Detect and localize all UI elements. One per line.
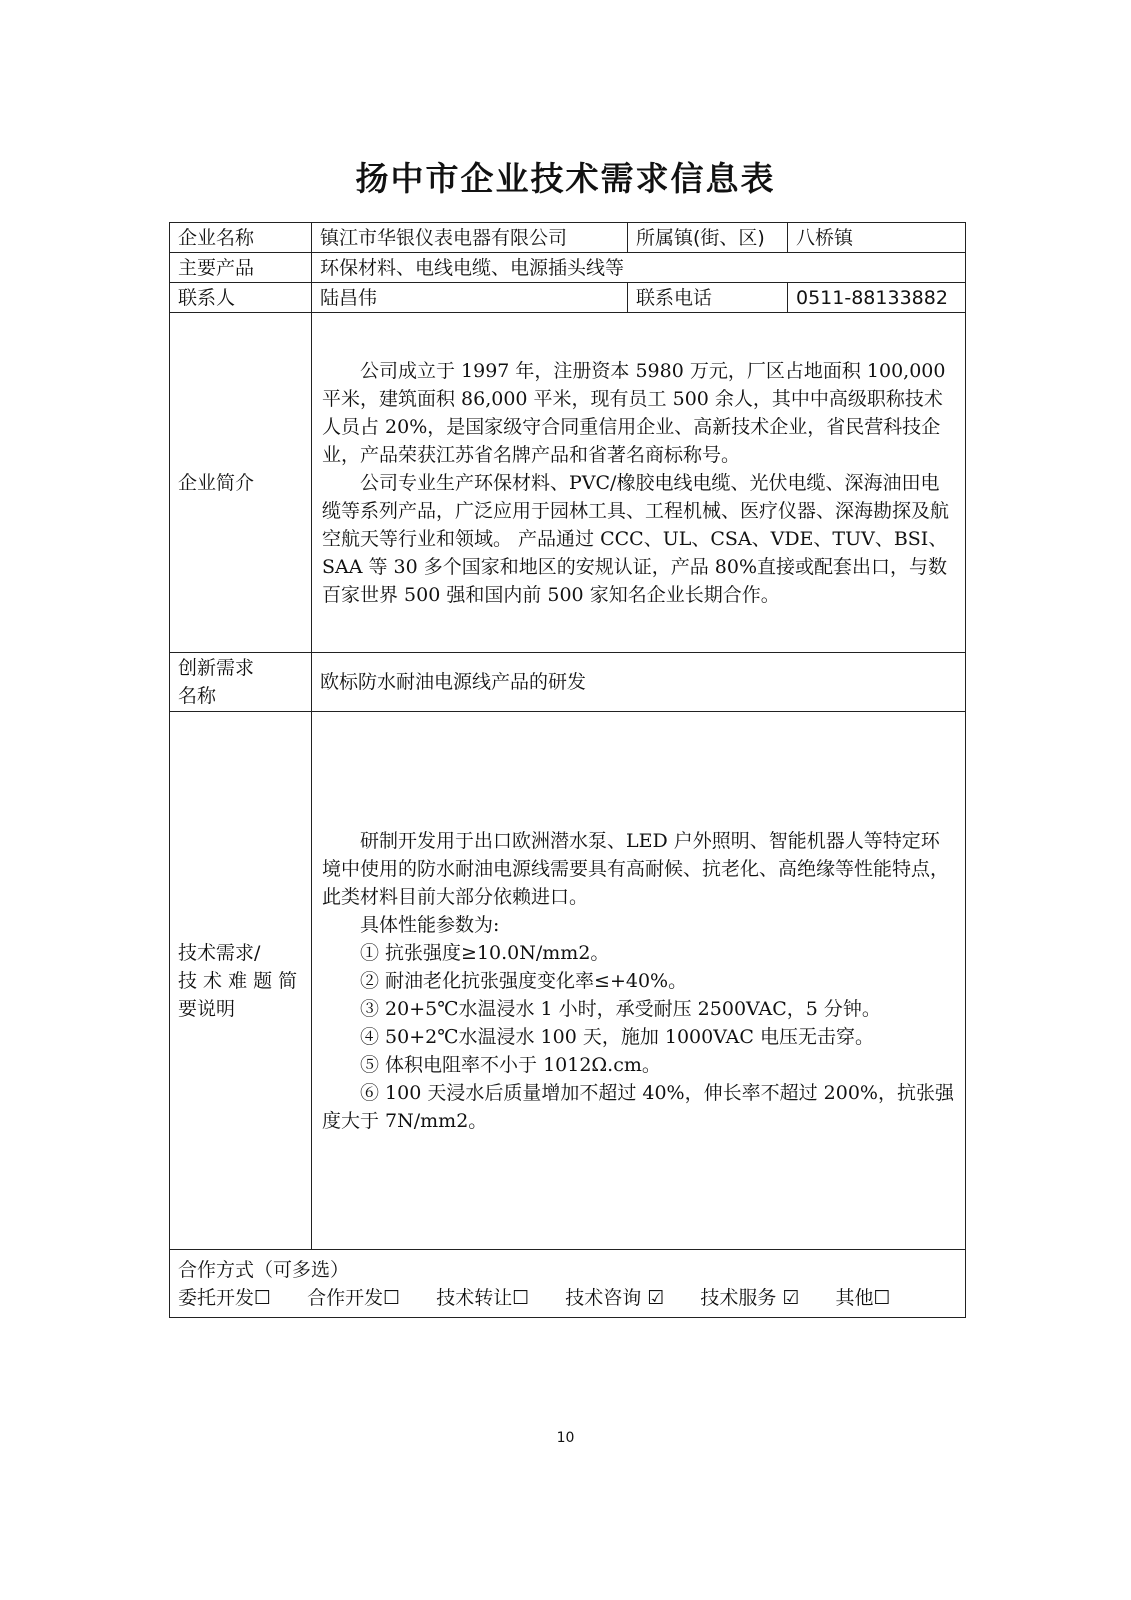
intro-paragraph-2: 公司专业生产环保材料、PVC/橡胶电线电缆、光伏电缆、深海油田电缆等系列产品，广泛应用于园林工具、工程机械、医疗仪器、深海勘探及航空航天等行业和领域。 产品通过 CCC、UL、CSA、VDE、TUV、BSI、SAA 等 30 多个国家和地区的安规认证，产品 80%直接或配套出口，与数百家世界 500 强和国内前 500 家知名企业长期合作。 — [322, 471, 950, 606]
intro-paragraph-1: 公司成立于 1997 年，注册资本 5980 万元，厂区占地面积 100,000 平米，建筑面积 86,000 平米，现有员工 500 余人，其中中高级职称技术人员占 20%，是国家级守合同重信用企业、高新技术企业，省民营科技企业，产品荣获江苏省名牌产品和省著名商标称号。 — [322, 359, 946, 466]
need-name-value: 欧标防水耐油电源线产品的研发 — [312, 653, 966, 712]
tech-item-6: ⑥ 100 天浸水后质量增加不超过 40%，伸长率不超过 200%，抗张强度大于 7N/mm2。 — [322, 1081, 954, 1132]
coop-option-consulting[interactable]: 技术咨询 ☑ — [565, 1286, 665, 1309]
products-label: 主要产品 — [170, 253, 312, 283]
row-need-name — [170, 653, 966, 712]
tech-paragraph-2: 具体性能参数为: — [360, 913, 500, 936]
cooperation-options — [178, 1284, 957, 1312]
tech-item-3: ③ 20+5℃水温浸水 1 小时，承受耐压 2500VAC，5 分钟。 — [360, 997, 881, 1020]
tech-text — [312, 712, 966, 1250]
tech-item-4: ④ 50+2℃水温浸水 100 天，施加 1000VAC 电压无击穿。 — [360, 1025, 874, 1048]
coop-option-joint[interactable]: 合作开发☐ — [307, 1286, 401, 1309]
tech-label-line2: 技 术 难 题 简 — [178, 969, 298, 992]
tech-item-1: ① 抗张强度≥10.0N/mm2。 — [360, 941, 610, 964]
tech-item-5: ⑤ 体积电阻率不小于 1012Ω.cm。 — [360, 1053, 661, 1076]
town-value: 八桥镇 — [788, 223, 966, 253]
phone-value: 0511-88133882 — [788, 283, 966, 313]
town-label: 所属镇(街、区) — [628, 223, 788, 253]
tech-item-2: ② 耐油老化抗张强度变化率≤+40%。 — [360, 969, 688, 992]
row-products — [170, 253, 966, 283]
requirement-form-table — [169, 222, 966, 1318]
coop-option-entrusted[interactable]: 委托开发☐ — [178, 1286, 272, 1309]
intro-label: 企业简介 — [170, 313, 312, 653]
tech-label — [170, 712, 312, 1250]
page-title: 扬中市企业技术需求信息表 — [355, 159, 776, 198]
products-value: 环保材料、电线电缆、电源插头线等 — [312, 253, 966, 283]
contact-value: 陆昌伟 — [312, 283, 628, 313]
coop-option-transfer[interactable]: 技术转让☐ — [436, 1286, 530, 1309]
phone-label: 联系电话 — [628, 283, 788, 313]
coop-option-service[interactable]: 技术服务 ☑ — [700, 1286, 800, 1309]
page-number: 10 — [556, 1430, 575, 1446]
cooperation-label: 合作方式（可多选） — [178, 1258, 350, 1281]
coop-option-other[interactable]: 其他☐ — [835, 1286, 891, 1309]
row-cooperation — [170, 1250, 966, 1318]
row-company — [170, 223, 966, 253]
row-intro — [170, 313, 966, 653]
need-name-label-line1: 创新需求 — [178, 657, 255, 679]
need-name-label — [170, 653, 312, 712]
need-name-label-line2: 名称 — [178, 685, 217, 707]
company-value: 镇江市华银仪表电器有限公司 — [312, 223, 628, 253]
row-tech — [170, 712, 966, 1250]
tech-paragraph-1: 研制开发用于出口欧洲潜水泵、LED 户外照明、智能机器人等特定环境中使用的防水耐油电源线需要具有高耐候、抗老化、高绝缘等性能特点，此类材料目前大部分依赖进口。 — [322, 829, 950, 908]
intro-text — [312, 313, 966, 653]
tech-label-line1: 技术需求/ — [178, 941, 261, 964]
company-label: 企业名称 — [170, 223, 312, 253]
tech-label-line3: 要说明 — [178, 997, 236, 1020]
cooperation-cell — [170, 1250, 966, 1318]
row-contact — [170, 283, 966, 313]
contact-label: 联系人 — [170, 283, 312, 313]
